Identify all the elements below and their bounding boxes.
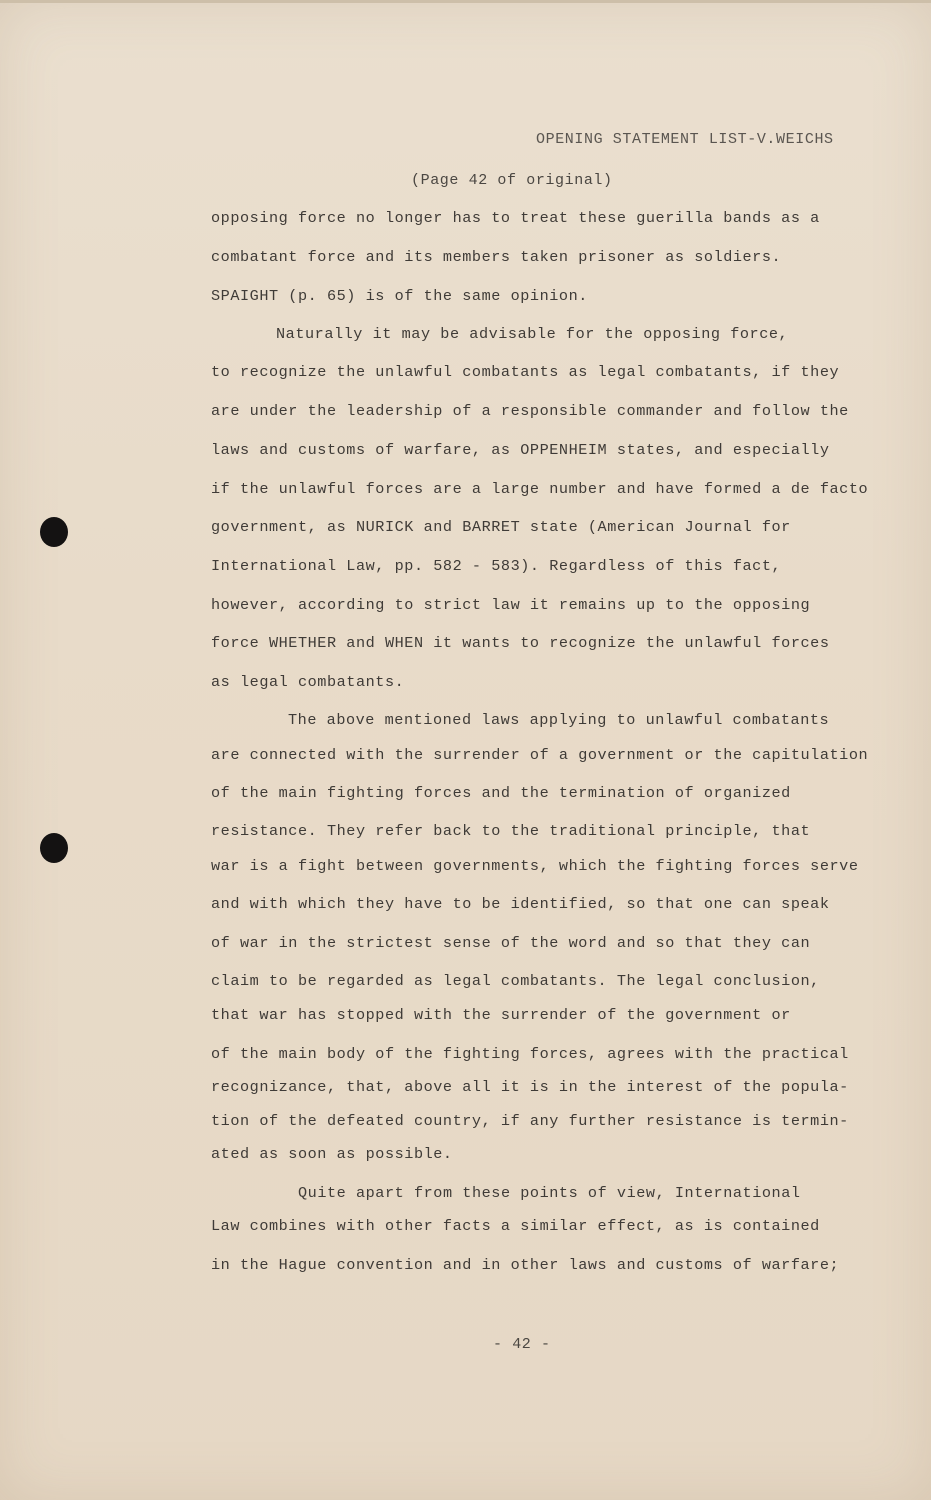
text-line: if the unlawful forces are a large number and have formed a de facto: [211, 480, 869, 498]
text-line: International Law, pp. 582 - 583). Regardless of this fact,: [211, 557, 782, 575]
text-line: government, as NURICK and BARRET state (American Journal for: [211, 518, 791, 536]
text-line: opposing force no longer has to treat these guerilla bands as a: [211, 209, 820, 227]
text-line: combatant force and its members taken prisoner as soldiers.: [211, 248, 782, 266]
text-line: Quite apart from these points of view, International: [298, 1184, 801, 1202]
text-line: laws and customs of warfare, as OPPENHEIM states, and especially: [211, 441, 830, 459]
text-line: of the main fighting forces and the termination of organized: [211, 784, 791, 802]
text-line: ated as soon as possible.: [211, 1145, 453, 1163]
text-line: war is a fight between governments, which the fighting forces serve: [211, 857, 859, 875]
text-line: as legal combatants.: [211, 673, 405, 691]
text-line: are connected with the surrender of a government or the capitulation: [211, 746, 869, 764]
text-line: recognizance, that, above all it is in the interest of the popula-: [211, 1078, 849, 1096]
page-reference: (Page 42 of original): [411, 172, 613, 189]
document-header: OPENING STATEMENT LIST-V.WEICHS: [536, 131, 834, 148]
text-line: tion of the defeated country, if any further resistance is termin-: [211, 1112, 849, 1130]
text-line: in the Hague convention and in other laws and customs of warfare;: [211, 1256, 840, 1274]
text-line: Law combines with other facts a similar effect, as is contained: [211, 1217, 820, 1235]
text-line: resistance. They refer back to the traditional principle, that: [211, 822, 811, 840]
text-line: force WHETHER and WHEN it wants to recognize the unlawful forces: [211, 634, 830, 652]
text-line: SPAIGHT (p. 65) is of the same opinion.: [211, 287, 588, 305]
page-number: - 42 -: [493, 1336, 551, 1353]
text-line: Naturally it may be advisable for the opposing force,: [276, 325, 789, 343]
text-line: are under the leadership of a responsible commander and follow the: [211, 402, 849, 420]
punch-hole-upper: [40, 517, 68, 547]
text-line: of war in the strictest sense of the word and so that they can: [211, 934, 811, 952]
text-line: claim to be regarded as legal combatants. The legal conclusion,: [211, 972, 820, 990]
text-line: that war has stopped with the surrender of the government or: [211, 1006, 791, 1024]
text-line: however, according to strict law it remains up to the opposing: [211, 596, 811, 614]
text-line: and with which they have to be identified, so that one can speak: [211, 895, 830, 913]
text-line: to recognize the unlawful combatants as legal combatants, if they: [211, 363, 840, 381]
page-top-edge: [0, 0, 931, 3]
text-line: of the main body of the fighting forces, agrees with the practical: [211, 1045, 849, 1063]
punch-hole-lower: [40, 833, 68, 863]
text-line: The above mentioned laws applying to unlawful combatants: [288, 711, 830, 729]
